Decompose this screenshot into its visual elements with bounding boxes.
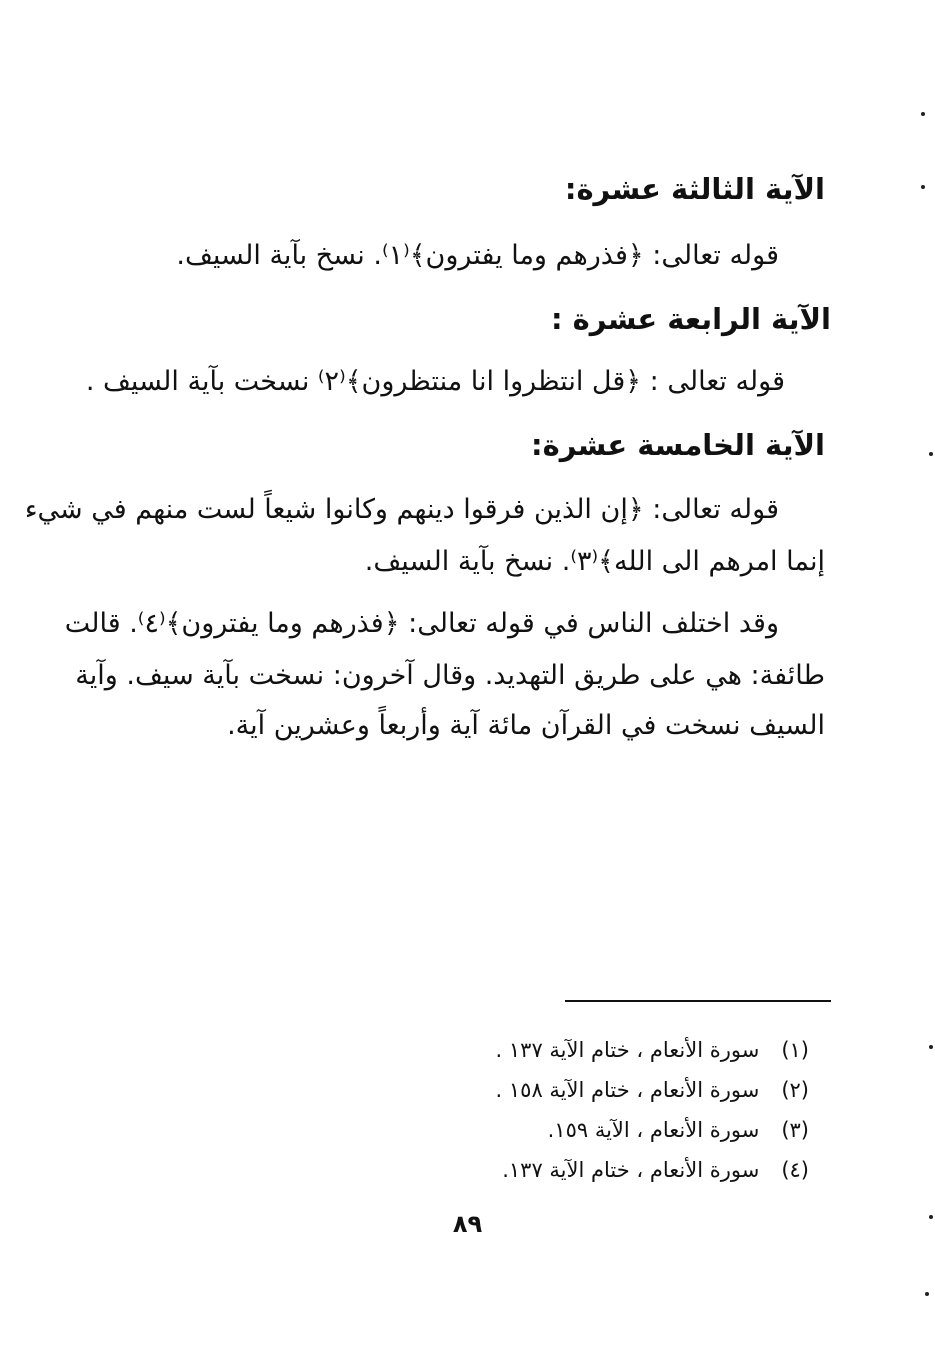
scan-speck [921, 112, 925, 116]
paragraph-verse-15-line-2: إنما امرهم الى الله﴾⁽٣⁾. نسخ بآية السيف. [364, 546, 825, 577]
heading-verse-13: الآية الثالثة عشرة: [564, 172, 825, 206]
scan-speck [929, 1045, 933, 1049]
footnote-number: (٤) [781, 1158, 809, 1182]
scan-speck [921, 185, 925, 189]
footnote-2 [496, 1078, 809, 1102]
scan-speck [929, 1215, 933, 1219]
footnote-text: سورة الأنعام ، الآية ١٥٩. [547, 1118, 760, 1142]
paragraph-verse-14: قوله تعالى : ﴿قل انتظروا انا منتظرون﴾⁽٢⁾ نسخت بآية السيف . [85, 366, 785, 397]
footnote-text: سورة الأنعام ، ختام الآية ١٣٧ . [495, 1038, 760, 1062]
page-number: ٨٩ [452, 1210, 483, 1238]
footnote-number: (٣) [781, 1118, 809, 1142]
paragraph-discussion-line-3: السيف نسخت في القرآن مائة آية وأربعاً وعشرين آية. [227, 710, 825, 741]
scan-speck [929, 452, 933, 456]
heading-verse-14: الآية الرابعة عشرة : [550, 302, 831, 336]
footnote-number: (٢) [781, 1078, 809, 1102]
footnote-1 [496, 1038, 809, 1062]
heading-verse-15: الآية الخامسة عشرة: [531, 428, 825, 462]
paragraph-verse-15-line-1: قوله تعالى: ﴿إن الذين فرقوا دينهم وكانوا شيعاً لست منهم في شيء [24, 494, 779, 525]
footnote-4 [502, 1158, 809, 1182]
scan-speck [925, 1292, 929, 1296]
footnote-text: سورة الأنعام ، ختام الآية ١٥٨ . [495, 1078, 760, 1102]
footnote-number: (١) [781, 1038, 809, 1062]
footnote-text: سورة الأنعام ، ختام الآية ١٣٧. [502, 1158, 760, 1182]
footnote-divider [565, 1000, 831, 1002]
footnote-3 [548, 1118, 809, 1142]
paragraph-discussion-line-1: وقد اختلف الناس في قوله تعالى: ﴿فذرهم وما يفترون﴾⁽٤⁾. قالت [64, 608, 779, 639]
paragraph-verse-13: قوله تعالى: ﴿فذرهم وما يفترون﴾⁽١⁾. نسخ بآية السيف. [176, 240, 779, 271]
paragraph-discussion-line-2: طائفة: هي على طريق التهديد. وقال آخرون: نسخت بآية سيف. وآية [75, 660, 825, 691]
